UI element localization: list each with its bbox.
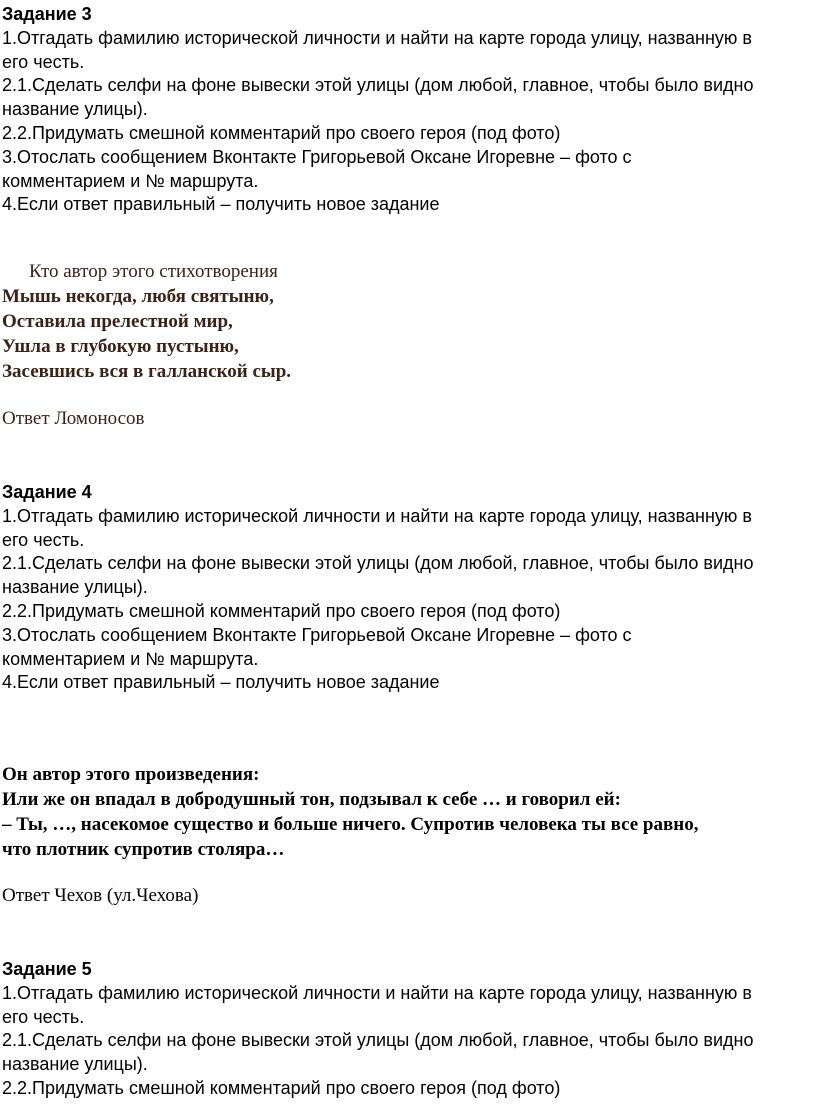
task4-riddle xyxy=(2,762,812,862)
task3-line: комментарием и № маршрута. xyxy=(2,170,259,191)
task4-line: комментарием и № маршрута. xyxy=(2,648,259,669)
task4-answer-text: Ответ Чехов (ул.Чехова) xyxy=(2,885,199,906)
task5-line: его честь. xyxy=(2,1006,85,1027)
task3-line: 4.Если ответ правильный – получить новое задание xyxy=(2,194,440,215)
task3-line: 3.Отослать сообщением Вконтакте Григорьевой Оксане Игоревне – фото с xyxy=(2,146,632,167)
task4-instructions xyxy=(2,481,812,695)
quote-line: Он автор этого произведения: xyxy=(2,764,260,785)
task4-heading: Задание 4 xyxy=(2,482,92,502)
task4-line: 2.2.Придумать смешной комментарий про своего героя (под фото) xyxy=(2,600,561,621)
task4-line: 3.Отослать сообщением Вконтакте Григорьевой Оксане Игоревне – фото с xyxy=(2,624,632,645)
task4-line: 4.Если ответ правильный – получить новое задание xyxy=(2,672,440,693)
task5-heading: Задание 5 xyxy=(2,959,92,979)
task4-line: название улицы). xyxy=(2,577,148,598)
task3-answer xyxy=(2,406,812,431)
task3-line: название улицы). xyxy=(2,99,148,120)
task3-line: 1.Отгадать фамилию исторической личности и найти на карте города улицу, названную в xyxy=(2,27,752,48)
task3-riddle xyxy=(2,259,812,384)
task4-answer xyxy=(2,883,812,908)
task4-line: его честь. xyxy=(2,529,85,550)
task3-line: 2.2.Придумать смешной комментарий про своего героя (под фото) xyxy=(2,122,561,143)
poem-line: Ушла в глубокую пустыню, xyxy=(2,336,239,357)
task5-instructions xyxy=(2,958,812,1101)
task3-answer-text: Ответ Ломоносов xyxy=(2,408,145,429)
poem-line: Оставила прелестной мир, xyxy=(2,311,233,332)
task5-line: 2.2.Придумать смешной комментарий про своего героя (под фото) xyxy=(2,1077,561,1098)
quote-line: что плотник супротив столяра… xyxy=(2,839,285,860)
task3-line: 2.1.Сделать селфи на фоне вывески этой улицы (дом любой, главное, чтобы было видно xyxy=(2,75,754,96)
quote-line: – Ты, …, насекомое существо и больше ничего. Супротив человека ты все равно, xyxy=(2,814,699,835)
task3-line: его честь. xyxy=(2,51,85,72)
task3-instructions xyxy=(2,3,812,217)
task5-line: 2.1.Сделать селфи на фоне вывески этой улицы (дом любой, главное, чтобы было видно xyxy=(2,1030,754,1051)
task3-question: Кто автор этого стихотворения xyxy=(29,261,278,282)
task5-line: название улицы). xyxy=(2,1054,148,1075)
task4-line: 1.Отгадать фамилию исторической личности и найти на карте города улицу, названную в xyxy=(2,505,752,526)
poem-line: Мышь некогда, любя святыню, xyxy=(2,286,274,307)
poem-line: Засевшись вся в галланской сыр. xyxy=(2,361,292,382)
task5-line: 1.Отгадать фамилию исторической личности и найти на карте города улицу, названную в xyxy=(2,982,752,1003)
task3-heading: Задание 3 xyxy=(2,4,92,24)
quote-line: Или же он впадал в добродушный тон, подзывал к себе … и говорил ей: xyxy=(2,789,621,810)
task4-line: 2.1.Сделать селфи на фоне вывески этой улицы (дом любой, главное, чтобы было видно xyxy=(2,553,754,574)
